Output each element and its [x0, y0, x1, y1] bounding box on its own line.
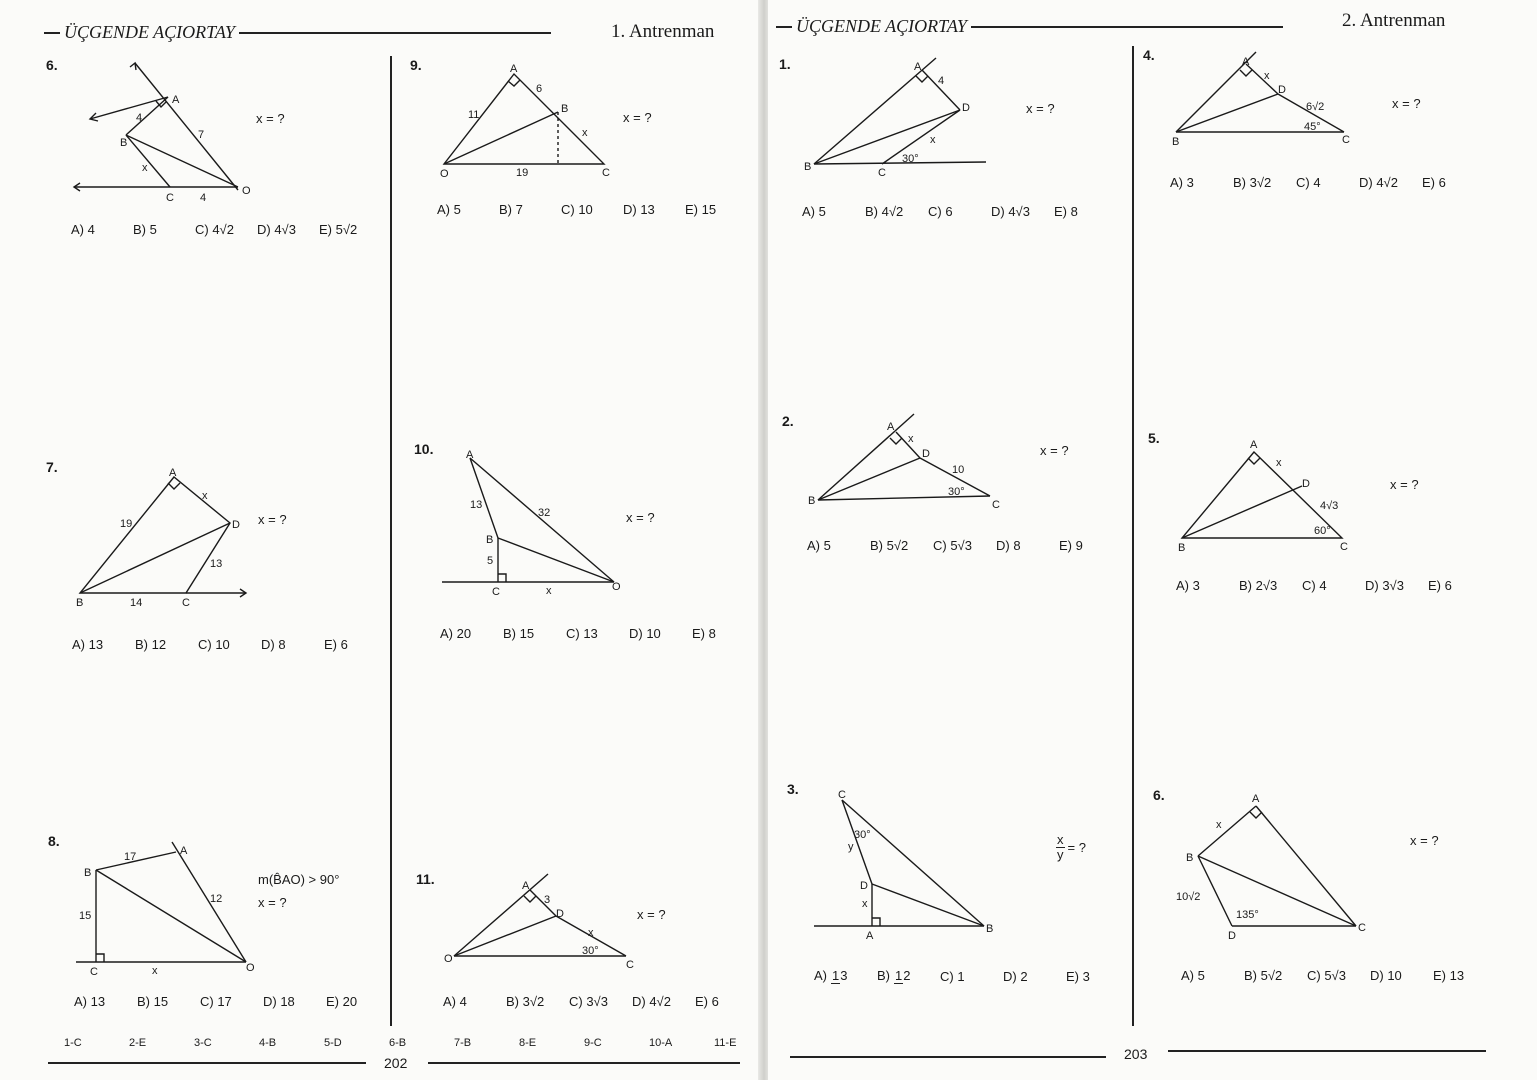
svg-text:32: 32: [538, 507, 551, 519]
option[interactable]: B) 5√2: [870, 538, 909, 553]
svg-text:x: x: [862, 898, 868, 910]
option[interactable]: D) 8: [996, 538, 1021, 553]
answer-key-item: 9-C: [584, 1037, 602, 1049]
svg-text:B: B: [486, 534, 494, 546]
question-7-ask: x = ?: [258, 512, 287, 527]
svg-text:x: x: [908, 433, 914, 445]
svg-text:C: C: [182, 597, 190, 609]
svg-text:A: A: [1252, 793, 1260, 805]
option[interactable]: A) 5: [802, 204, 826, 219]
question-2-figure: [802, 410, 1012, 520]
question-6-figure: [60, 55, 290, 210]
svg-text:B: B: [561, 103, 569, 115]
header-dash: [44, 32, 60, 34]
option[interactable]: D) 18: [263, 994, 295, 1009]
svg-text:C: C: [838, 789, 846, 801]
svg-text:B: B: [1186, 852, 1194, 864]
svg-text:x: x: [142, 162, 148, 174]
answer-key-item: 6-B: [389, 1037, 407, 1049]
question-8-figure: [70, 838, 270, 983]
question-9-figure: [430, 60, 630, 185]
svg-text:A: A: [169, 467, 177, 479]
right-header-title: ÜÇGENDE AÇIORTAY: [796, 16, 967, 36]
answer-key-item: 1-C: [64, 1037, 82, 1049]
answer-key-item: 11-E: [714, 1037, 737, 1049]
svg-text:O: O: [246, 962, 255, 974]
question-8-options: [74, 994, 389, 1009]
option[interactable]: B) 12: [877, 967, 911, 983]
svg-text:C: C: [602, 167, 610, 179]
svg-text:4: 4: [938, 75, 945, 87]
svg-text:B: B: [76, 597, 84, 609]
column-divider: [1132, 46, 1134, 1026]
header-rule: [971, 26, 1283, 28]
svg-text:x: x: [582, 127, 588, 139]
question-11-figure: [440, 870, 640, 975]
option[interactable]: C) 3√3: [569, 994, 608, 1009]
option[interactable]: A) 3: [1170, 175, 1194, 190]
question-2-options: [807, 538, 1122, 553]
svg-text:C: C: [166, 192, 174, 204]
left-page-number: 202: [384, 1055, 408, 1071]
option[interactable]: E) 6: [1422, 175, 1446, 190]
option[interactable]: B) 7: [499, 202, 523, 217]
svg-text:A: A: [866, 930, 874, 942]
question-1-options: [802, 204, 1117, 219]
svg-text:B: B: [986, 923, 994, 935]
option[interactable]: D) 10: [629, 626, 661, 641]
svg-text:O: O: [444, 953, 453, 965]
question-2-number: 2.: [782, 413, 794, 429]
option[interactable]: B) 2√3: [1239, 578, 1278, 593]
option[interactable]: C) 4: [1296, 175, 1321, 190]
svg-text:15: 15: [79, 910, 92, 922]
header-dash: [776, 26, 792, 28]
option[interactable]: D) 4√3: [257, 222, 296, 237]
svg-text:17: 17: [124, 851, 137, 863]
option[interactable]: A) 13: [814, 967, 848, 983]
svg-text:A: A: [1250, 439, 1258, 451]
svg-text:D: D: [232, 519, 240, 531]
option[interactable]: A) 4: [443, 994, 467, 1009]
right-header: [776, 16, 1283, 37]
left-header: [44, 22, 551, 43]
question-9-number: 9.: [410, 57, 422, 73]
option[interactable]: E) 3: [1066, 968, 1090, 984]
question-10-number: 10.: [414, 441, 434, 457]
question-8-ask: x = ?: [258, 895, 287, 910]
svg-text:B: B: [120, 137, 128, 149]
svg-text:30°: 30°: [854, 829, 871, 841]
svg-text:11: 11: [468, 109, 480, 121]
question-8-condition: m(B̂AO) > 90°: [258, 872, 340, 887]
svg-text:O: O: [440, 168, 449, 180]
option[interactable]: A) 5: [1181, 968, 1205, 983]
right-training-label: 2. Antrenman: [1342, 10, 1446, 31]
option[interactable]: E) 15: [685, 202, 717, 217]
svg-text:B: B: [808, 495, 816, 507]
svg-text:O: O: [612, 581, 621, 593]
option[interactable]: D) 13: [623, 202, 655, 217]
option[interactable]: B) 3√2: [506, 994, 545, 1009]
footer-rule: [48, 1062, 366, 1064]
option[interactable]: A) 20: [440, 626, 472, 641]
svg-text:D: D: [556, 908, 564, 920]
question-11-number: 11.: [416, 871, 435, 887]
column-divider: [390, 56, 392, 1026]
option[interactable]: D) 10: [1370, 968, 1402, 983]
option[interactable]: A) 4: [71, 222, 95, 237]
svg-text:13: 13: [210, 558, 223, 570]
question-5-number: 5.: [1148, 430, 1160, 446]
option[interactable]: C) 13: [566, 626, 598, 641]
svg-text:14: 14: [130, 597, 143, 609]
question-2-ask: x = ?: [1040, 443, 1069, 458]
svg-text:C: C: [1342, 134, 1350, 146]
svg-text:A: A: [914, 61, 922, 73]
svg-text:A: A: [172, 94, 180, 106]
svg-text:x: x: [1216, 819, 1222, 831]
answer-key-item: 5-D: [324, 1037, 342, 1049]
option[interactable]: E) 5√2: [319, 222, 358, 237]
left-training-label: 1. Antrenman: [611, 21, 715, 42]
svg-text:135°: 135°: [1236, 909, 1259, 921]
svg-text:19: 19: [516, 167, 529, 179]
svg-text:30°: 30°: [902, 153, 919, 165]
question-6-options: [71, 222, 381, 237]
svg-text:D: D: [860, 880, 868, 892]
svg-text:x: x: [1276, 457, 1282, 469]
svg-text:A: A: [180, 845, 188, 857]
question-7-options: [72, 637, 387, 652]
footer-rule: [790, 1056, 1106, 1058]
question-9-options: [437, 202, 747, 217]
question-11-ask: x = ?: [637, 907, 666, 922]
option[interactable]: E) 6: [324, 637, 348, 652]
option[interactable]: C) 5√3: [1307, 968, 1346, 983]
answer-key-item: 2-E: [129, 1037, 147, 1049]
question-6-ask: x = ?: [1410, 833, 1439, 848]
left-page: [0, 0, 760, 1080]
left-header-title: ÜÇGENDE AÇIORTAY: [64, 22, 235, 42]
svg-text:C: C: [1340, 541, 1348, 553]
svg-text:B: B: [1178, 542, 1186, 554]
svg-text:x: x: [202, 490, 208, 502]
option[interactable]: D) 4√2: [632, 994, 671, 1009]
svg-text:D: D: [1302, 478, 1310, 490]
svg-text:x: x: [546, 585, 552, 597]
svg-text:x: x: [152, 965, 158, 977]
svg-text:13: 13: [470, 499, 483, 511]
svg-text:A: A: [887, 421, 895, 433]
question-5-options: [1176, 578, 1491, 593]
svg-text:5: 5: [487, 555, 494, 567]
ask-numerator: x: [1057, 832, 1064, 847]
svg-text:D: D: [1228, 930, 1236, 942]
answer-key-item: 4-B: [259, 1037, 277, 1049]
question-10-options: [440, 626, 755, 641]
option[interactable]: C) 4: [1302, 578, 1327, 593]
option[interactable]: D) 4√2: [1359, 175, 1398, 190]
question-3-number: 3.: [787, 781, 799, 797]
svg-text:12: 12: [210, 893, 223, 905]
option[interactable]: B) 15: [137, 994, 169, 1009]
option[interactable]: D) 8: [261, 637, 286, 652]
svg-text:6√2: 6√2: [1306, 101, 1325, 113]
svg-text:x: x: [930, 134, 936, 146]
svg-text:30°: 30°: [948, 486, 965, 498]
svg-text:C: C: [626, 959, 634, 971]
question-8-number: 8.: [48, 833, 60, 849]
svg-text:C: C: [1358, 922, 1366, 934]
question-6-ask: x = ?: [256, 111, 285, 126]
svg-text:A: A: [522, 880, 530, 892]
option[interactable]: A) 13: [74, 994, 106, 1009]
svg-text:x: x: [588, 927, 594, 939]
svg-text:4√3: 4√3: [1320, 500, 1339, 512]
svg-text:30°: 30°: [582, 945, 599, 957]
question-1-figure: [798, 54, 998, 179]
option[interactable]: E) 8: [692, 626, 716, 641]
option[interactable]: A) 5: [807, 538, 831, 553]
answer-key-item: 10-A: [649, 1037, 673, 1049]
question-7-figure: [66, 465, 266, 615]
question-10-ask: x = ?: [626, 510, 655, 525]
svg-text:D: D: [962, 102, 970, 114]
question-10-figure: [436, 448, 636, 608]
svg-text:A: A: [510, 63, 518, 75]
question-6-options: [1181, 968, 1496, 983]
option[interactable]: C) 6: [928, 204, 953, 219]
svg-text:60°: 60°: [1314, 525, 1331, 537]
option[interactable]: A) 3: [1176, 578, 1200, 593]
option[interactable]: C) 10: [561, 202, 593, 217]
svg-text:7: 7: [198, 129, 205, 141]
footer-rule: [428, 1062, 740, 1064]
question-3-options: [814, 968, 1129, 984]
header-rule: [239, 32, 551, 34]
question-9-ask: x = ?: [623, 110, 652, 125]
option[interactable]: B) 5√2: [1244, 968, 1283, 983]
question-4-figure: [1164, 48, 1364, 158]
question-11-options: [443, 994, 758, 1009]
svg-text:C: C: [878, 167, 886, 179]
ask-tail: = ?: [1067, 840, 1086, 856]
question-5-figure: [1170, 434, 1370, 559]
question-4-number: 4.: [1143, 47, 1155, 63]
right-page: [768, 0, 1537, 1080]
right-page-number: 203: [1124, 1046, 1148, 1062]
svg-text:D: D: [922, 448, 930, 460]
svg-text:6: 6: [536, 83, 543, 95]
option[interactable]: B) 5: [133, 222, 157, 237]
question-6-number: 6.: [1153, 787, 1165, 803]
question-4-options: [1170, 175, 1485, 190]
option[interactable]: C) 5√3: [933, 538, 972, 553]
svg-text:10√2: 10√2: [1176, 891, 1201, 903]
svg-text:C: C: [992, 499, 1000, 511]
svg-text:O: O: [242, 185, 251, 197]
svg-text:A: A: [1242, 56, 1250, 68]
answer-key-item: 7-B: [454, 1037, 472, 1049]
svg-text:B: B: [804, 161, 812, 173]
svg-text:4: 4: [136, 112, 143, 124]
option[interactable]: E) 20: [326, 994, 358, 1009]
svg-text:x: x: [1264, 70, 1270, 82]
svg-text:C: C: [492, 586, 500, 598]
option[interactable]: B) 4√2: [865, 204, 904, 219]
option[interactable]: A) 13: [72, 637, 104, 652]
question-5-ask: x = ?: [1390, 477, 1419, 492]
option[interactable]: B) 15: [503, 626, 535, 641]
question-6-figure: [1176, 790, 1376, 940]
option[interactable]: C) 17: [200, 994, 232, 1009]
option[interactable]: D) 3√3: [1365, 578, 1404, 593]
question-3-ask: [1056, 833, 1086, 863]
option[interactable]: C) 10: [198, 637, 230, 652]
question-3-figure: [810, 786, 1010, 946]
option[interactable]: D) 4√3: [991, 204, 1030, 219]
svg-text:45°: 45°: [1304, 121, 1321, 133]
svg-text:10: 10: [952, 464, 965, 476]
footer-rule: [1168, 1050, 1486, 1052]
option[interactable]: D) 2: [1003, 968, 1028, 984]
svg-text:D: D: [1278, 84, 1286, 96]
question-1-ask: x = ?: [1026, 101, 1055, 116]
svg-text:3: 3: [544, 894, 551, 906]
svg-text:C: C: [90, 966, 98, 978]
option[interactable]: E) 6: [1428, 578, 1452, 593]
option[interactable]: C) 1: [940, 968, 965, 984]
svg-text:B: B: [1172, 136, 1180, 148]
question-6-number: 6.: [46, 57, 58, 73]
option[interactable]: E) 6: [695, 994, 719, 1009]
option[interactable]: B) 3√2: [1233, 175, 1272, 190]
ask-denominator: y: [1057, 847, 1064, 863]
question-4-ask: x = ?: [1392, 96, 1421, 111]
svg-text:19: 19: [120, 518, 133, 530]
option[interactable]: C) 4√2: [195, 222, 234, 237]
svg-text:B: B: [84, 867, 92, 879]
question-7-number: 7.: [46, 459, 58, 475]
svg-text:A: A: [466, 449, 474, 461]
svg-text:4: 4: [200, 192, 207, 204]
answer-key-item: 3-C: [194, 1037, 212, 1049]
option[interactable]: B) 12: [135, 637, 167, 652]
option[interactable]: E) 9: [1059, 538, 1083, 553]
option[interactable]: A) 5: [437, 202, 461, 217]
option[interactable]: E) 13: [1433, 968, 1465, 983]
question-1-number: 1.: [779, 56, 791, 72]
answer-key-item: 8-E: [519, 1037, 537, 1049]
svg-text:y: y: [848, 841, 854, 853]
answer-key: [64, 1037, 754, 1049]
option[interactable]: E) 8: [1054, 204, 1078, 219]
